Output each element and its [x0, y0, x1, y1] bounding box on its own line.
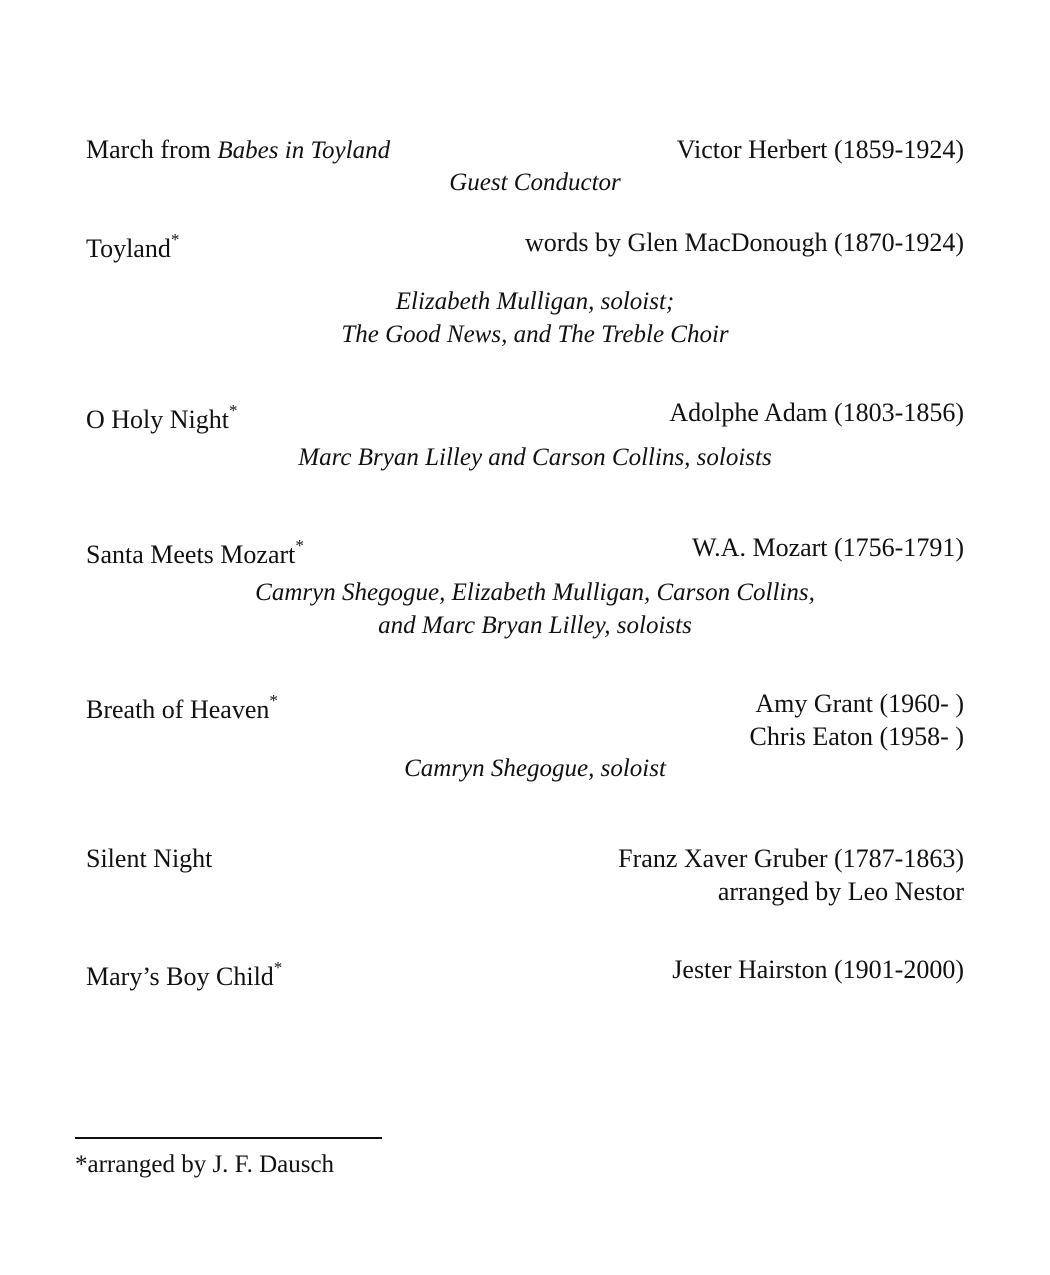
performer-credit: Elizabeth Mulligan, soloist;: [395, 288, 675, 315]
arranger-credit: arranged by Leo Nestor: [717, 877, 964, 906]
arrangement-marker: *: [269, 691, 278, 711]
piece-title-silent-night: [86, 843, 212, 875]
performer-credit: The Good News, and The Treble Choir: [341, 321, 729, 348]
performer-credit: Guest Conductor: [449, 169, 621, 196]
piece-title-march: [86, 134, 390, 167]
footnote-divider: [75, 1137, 382, 1139]
arrangement-marker: *: [229, 401, 238, 421]
arrangement-marker: *: [273, 958, 283, 978]
piece-title: Toyland: [86, 234, 171, 263]
composer-credit: Franz Xaver Gruber (1787-1863): [618, 844, 964, 873]
footnote: *arranged by J. F. Dausch: [75, 1151, 335, 1178]
piece-title-prefix: March from: [86, 135, 218, 164]
piece-title: Breath of Heaven: [86, 695, 270, 724]
arrangement-marker: *: [295, 536, 304, 556]
piece-title-o-holy-night: [86, 401, 238, 436]
piece-title: Santa Meets Mozart: [86, 540, 296, 569]
composer-credit: Jester Hairston (1901-2000): [672, 955, 964, 984]
arrangement-marker: *: [170, 230, 180, 250]
composer-credit: Victor Herbert (1859-1924): [676, 135, 964, 164]
piece-title-marys-boy-child: [86, 958, 283, 993]
composer-credit: words by Glen MacDonough (1870-1924): [524, 228, 964, 257]
performer-credit: Camryn Shegogue, Elizabeth Mulligan, Carson Collins,: [255, 579, 815, 606]
performer-credit: Camryn Shegogue, soloist: [404, 755, 666, 782]
composer-credit: Adolphe Adam (1803-1856): [669, 398, 964, 427]
performer-credit: and Marc Bryan Lilley, soloists: [378, 612, 692, 639]
piece-title-breath-of-heaven: [86, 691, 278, 726]
composer-credit: W.A. Mozart (1756-1791): [692, 533, 964, 562]
composer-credit: Amy Grant (1960- ): [755, 689, 964, 718]
composer-credit: Chris Eaton (1958- ): [749, 722, 964, 751]
piece-title-toyland: [86, 230, 180, 265]
piece-title: Mary’s Boy Child: [86, 962, 274, 991]
piece-title: O Holy Night: [86, 405, 229, 434]
piece-title-santa-meets-mozart: [86, 536, 304, 571]
piece-title: Silent Night: [86, 844, 213, 873]
piece-title-italic: Babes in Toyland: [217, 137, 391, 164]
performer-credit: Marc Bryan Lilley and Carson Collins, soloists: [298, 444, 772, 471]
